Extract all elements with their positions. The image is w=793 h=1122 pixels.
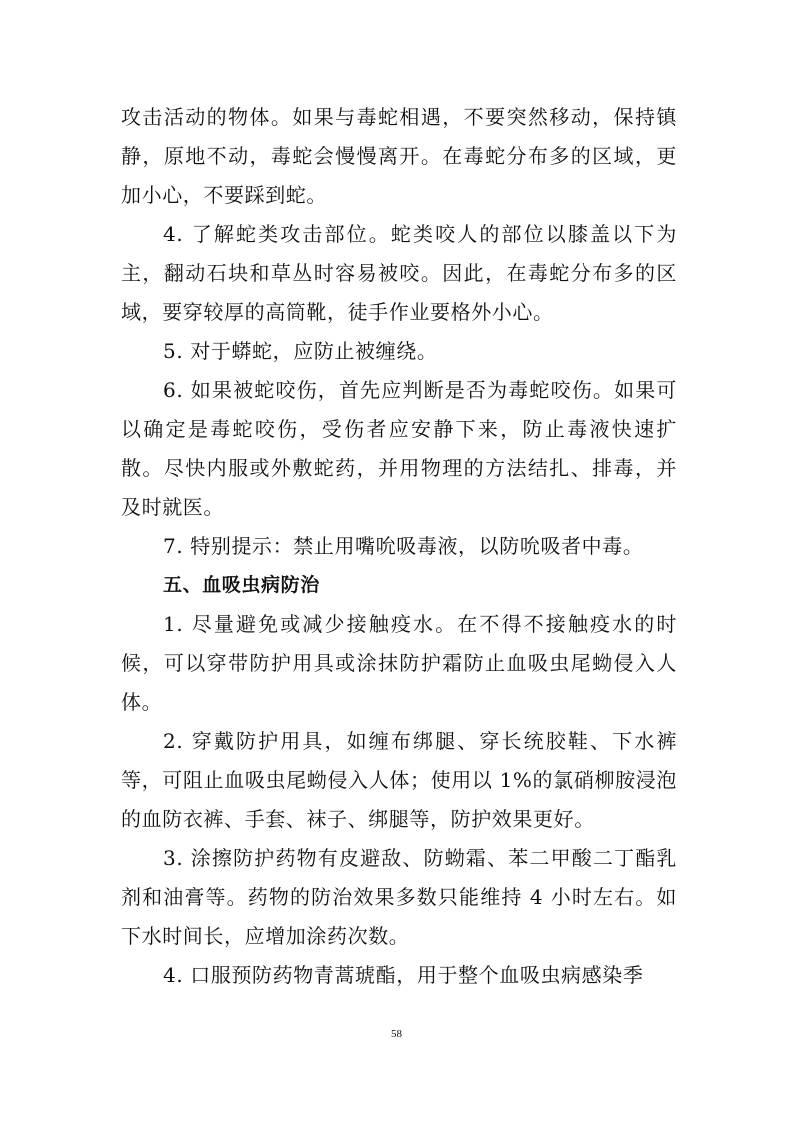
paragraph: 6. 如果被蛇咬伤，首先应判断是否为毒蛇咬伤。如果可以确定是毒蛇咬伤，受伤者应安静下来，防止毒液快速扩散。尽快内服或外敷蛇药，并用物理的方法结扎、排毒，并及时就医。 — [121, 378, 677, 519]
body-text — [121, 98, 677, 995]
paragraph: 4. 口服预防药物青蒿琥酯，用于整个血吸虫病感染季 — [163, 963, 644, 987]
paragraph: 7. 特别提示：禁止用嘴吮吸毒液，以防吮吸者中毒。 — [163, 534, 644, 558]
page-number: 58 — [391, 1028, 402, 1040]
paragraph: 攻击活动的物体。如果与毒蛇相遇，不要突然移动，保持镇静，原地不动，毒蛇会慢慢离开。在毒蛇分布多的区域，更加小心，不要踩到蛇。 — [121, 105, 677, 207]
paragraph: 4. 了解蛇类攻击部位。蛇类咬人的部位以膝盖以下为主，翻动石块和草丛时容易被咬。因此，在毒蛇分布多的区域，要穿较厚的高筒靴，徒手作业要格外小心。 — [121, 222, 677, 324]
section-heading: 五、血吸虫病防治 — [163, 574, 320, 596]
paragraph: 3. 涂擦防护药物有皮避敌、防蚴霜、苯二甲酸二丁酯乳剂和油膏等。药物的防治效果多数只能维持 4 小时左右。如下水时间长，应增加涂药次数。 — [121, 846, 677, 948]
paragraph: 1. 尽量避免或减少接触疫水。在不得不接触疫水的时候，可以穿带防护用具或涂抹防护霜防止血吸虫尾蚴侵入人体。 — [121, 612, 677, 714]
paragraph: 2. 穿戴防护用具，如缠布绑腿、穿长统胶鞋、下水裤等，可阻止血吸虫尾蚴侵入人体；使用以 1%的氯硝柳胺浸泡的血防衣裤、手套、袜子、绑腿等，防护效果更好。 — [121, 729, 677, 831]
paragraph: 5. 对于蟒蛇，应防止被缠绕。 — [163, 339, 438, 363]
